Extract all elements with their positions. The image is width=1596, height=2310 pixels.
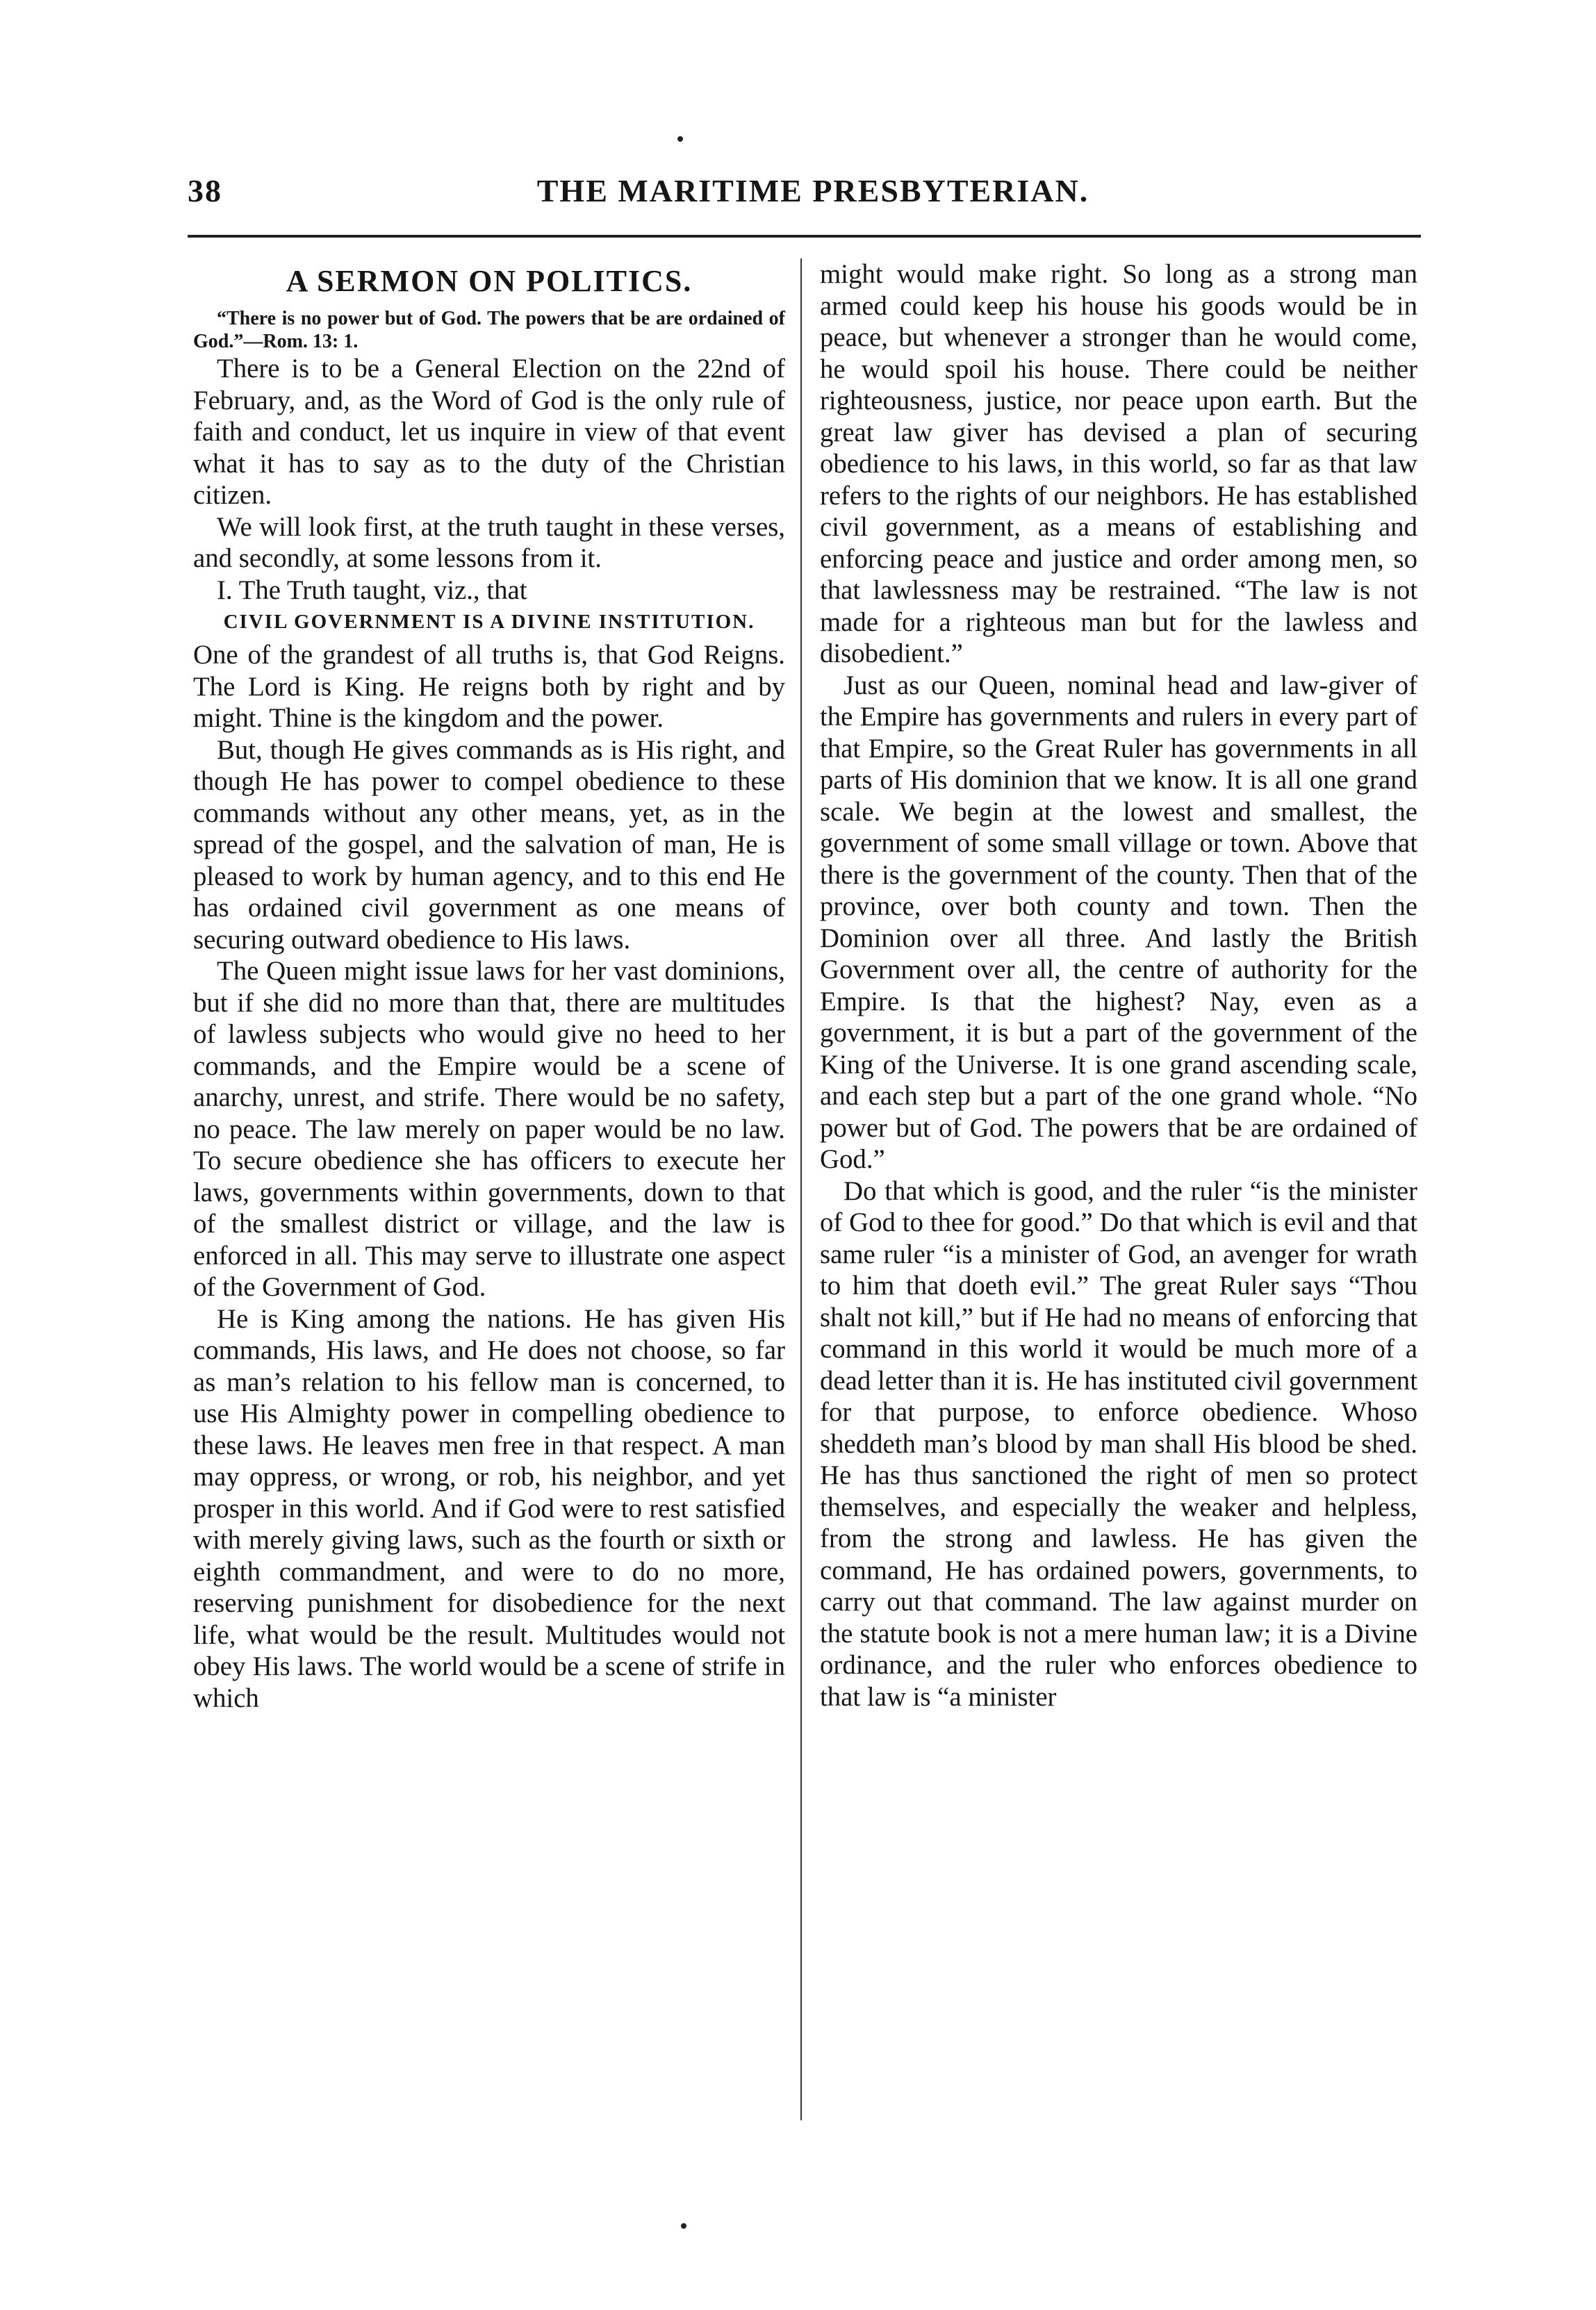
page-header: [188, 172, 1438, 235]
stray-mark-bottom: [681, 2223, 686, 2229]
left-column: [193, 258, 785, 1714]
page-number: 38: [188, 173, 222, 208]
sub-heading: CIVIL GOVERNMENT IS A DIVINE INSTITUTION.: [223, 611, 755, 633]
paragraph: One of the grandest of all truths is, that God Reigns. The Lord is King. He reigns both by right and by might. Thine is the kingdom and the power.: [193, 640, 785, 733]
paragraph: He is King among the nations. He has given His commands, His laws, and He does not choose, so far as man’s relation to his fellow man is concerned, to use His Almighty power in compelling obedience to these laws. He leaves men free in that respect. A man may oppress, or wrong, or rob, his neighbor, and yet prosper in this world. And if God were to rest satisfied with merely giving laws, such as the fourth or sixth or eighth commandment, and were to do no more, reserving punishment for disobedience for the next life, what would be the result. Multitudes would not obey His laws. The world would be a scene of strife in which: [193, 1303, 785, 1713]
epigraph: “There is no power but of God. The powers that be are ordained of God.”—Rom. 13: 1.: [193, 308, 785, 352]
running-title: THE MARITIME PRESBYTERIAN.: [536, 173, 1089, 208]
right-column: [820, 258, 1417, 1713]
column-divider: [800, 258, 802, 2120]
paragraph: There is to be a General Election on the 22nd of February, and, as the Word of God is the only rule of faith and conduct, let us inquire in view of that event what it has to say as to the duty of the Christian citizen.: [193, 354, 785, 510]
paragraph: We will look first, at the truth taught in these verses, and secondly, at some lessons from it.: [193, 511, 785, 573]
section-label: I. The Truth taught, viz., that: [217, 575, 527, 605]
paragraph: The Queen might issue laws for her vast dominions, but if she did no more than that, there are multitudes of lawless subjects who would give no heed to her commands, and the Empire would be a scene of anarchy, unrest, and strife. There would be no safety, no peace. The law merely on paper would be no law. To secure obedience she has officers to execute her laws, governments within governments, down to that of the smallest district or village, and the law is enforced in all. This may serve to illustrate one aspect of the Government of God.: [193, 956, 785, 1302]
stray-mark-top: [677, 136, 683, 142]
paragraph: But, though He gives commands as is His right, and though He has power to compel obedience to these commands without any other means, yet, as in the spread of the gospel, and the salvation of man, He is pleased to work by human agency, and to this end He has ordained civil government as one means of securing outward obedience to His laws.: [193, 734, 785, 955]
paragraph: Just as our Queen, nominal head and law-giver of the Empire has governments and rulers in every part of that Empire, so the Great Ruler has governments in all parts of His dominion that we know. It is all one grand scale. We begin at the lowest and smallest, the government of some small village or town. Above that there is the government of the county. Then that of the province, over both county and town. Then the Dominion over all three. And lastly the British Government over all, the centre of authority for the Empire. Is that the highest? Nay, even as a government, it is but a part of the government of the King of the Universe. It is one grand ascending scale, and each step but a part of the one grand whole. “No power but of God. The powers that be are ordained of God.”: [820, 670, 1417, 1174]
article-title: A SERMON ON POLITICS.: [286, 264, 693, 298]
paragraph: might would make right. So long as a strong man armed could keep his house his goods would be in peace, but whenever a stronger than he would come, he would spoil his house. There could be neither righteousness, justice, nor peace upon earth. But the great law giver has devised a plan of securing obedience to his laws, in this world, so far as that law refers to the rights of our neighbors. He has established civil government, as a means of establishing and enforcing peace and justice and order among men, so that lawlessness may be restrained. “The law is not made for a righteous man but for the lawless and disobedient.”: [820, 259, 1417, 668]
paragraph: Do that which is good, and the ruler “is the minister of God to thee for good.” Do that which is evil and that same ruler “is a minister of God, an avenger for wrath to him that doeth evil.” The great Ruler says “Thou shalt not kill,” but if He had no means of enforcing that command in this world it would be much more of a dead letter than it is. He has instituted civil government for that purpose, to enforce obedience. Whoso sheddeth man’s blood by man shall His blood be shed. He has thus sanctioned the right of men so protect themselves, and especially the weaker and helpless, from the strong and lawless. He has given the command, He has ordained powers, governments, to carry out that command. The law against murder on the statute book is not a mere human law; it is a Divine ordinance, and the ruler who enforces obedience to that law is “a minister: [820, 1175, 1417, 1712]
header-rule: [188, 235, 1421, 238]
